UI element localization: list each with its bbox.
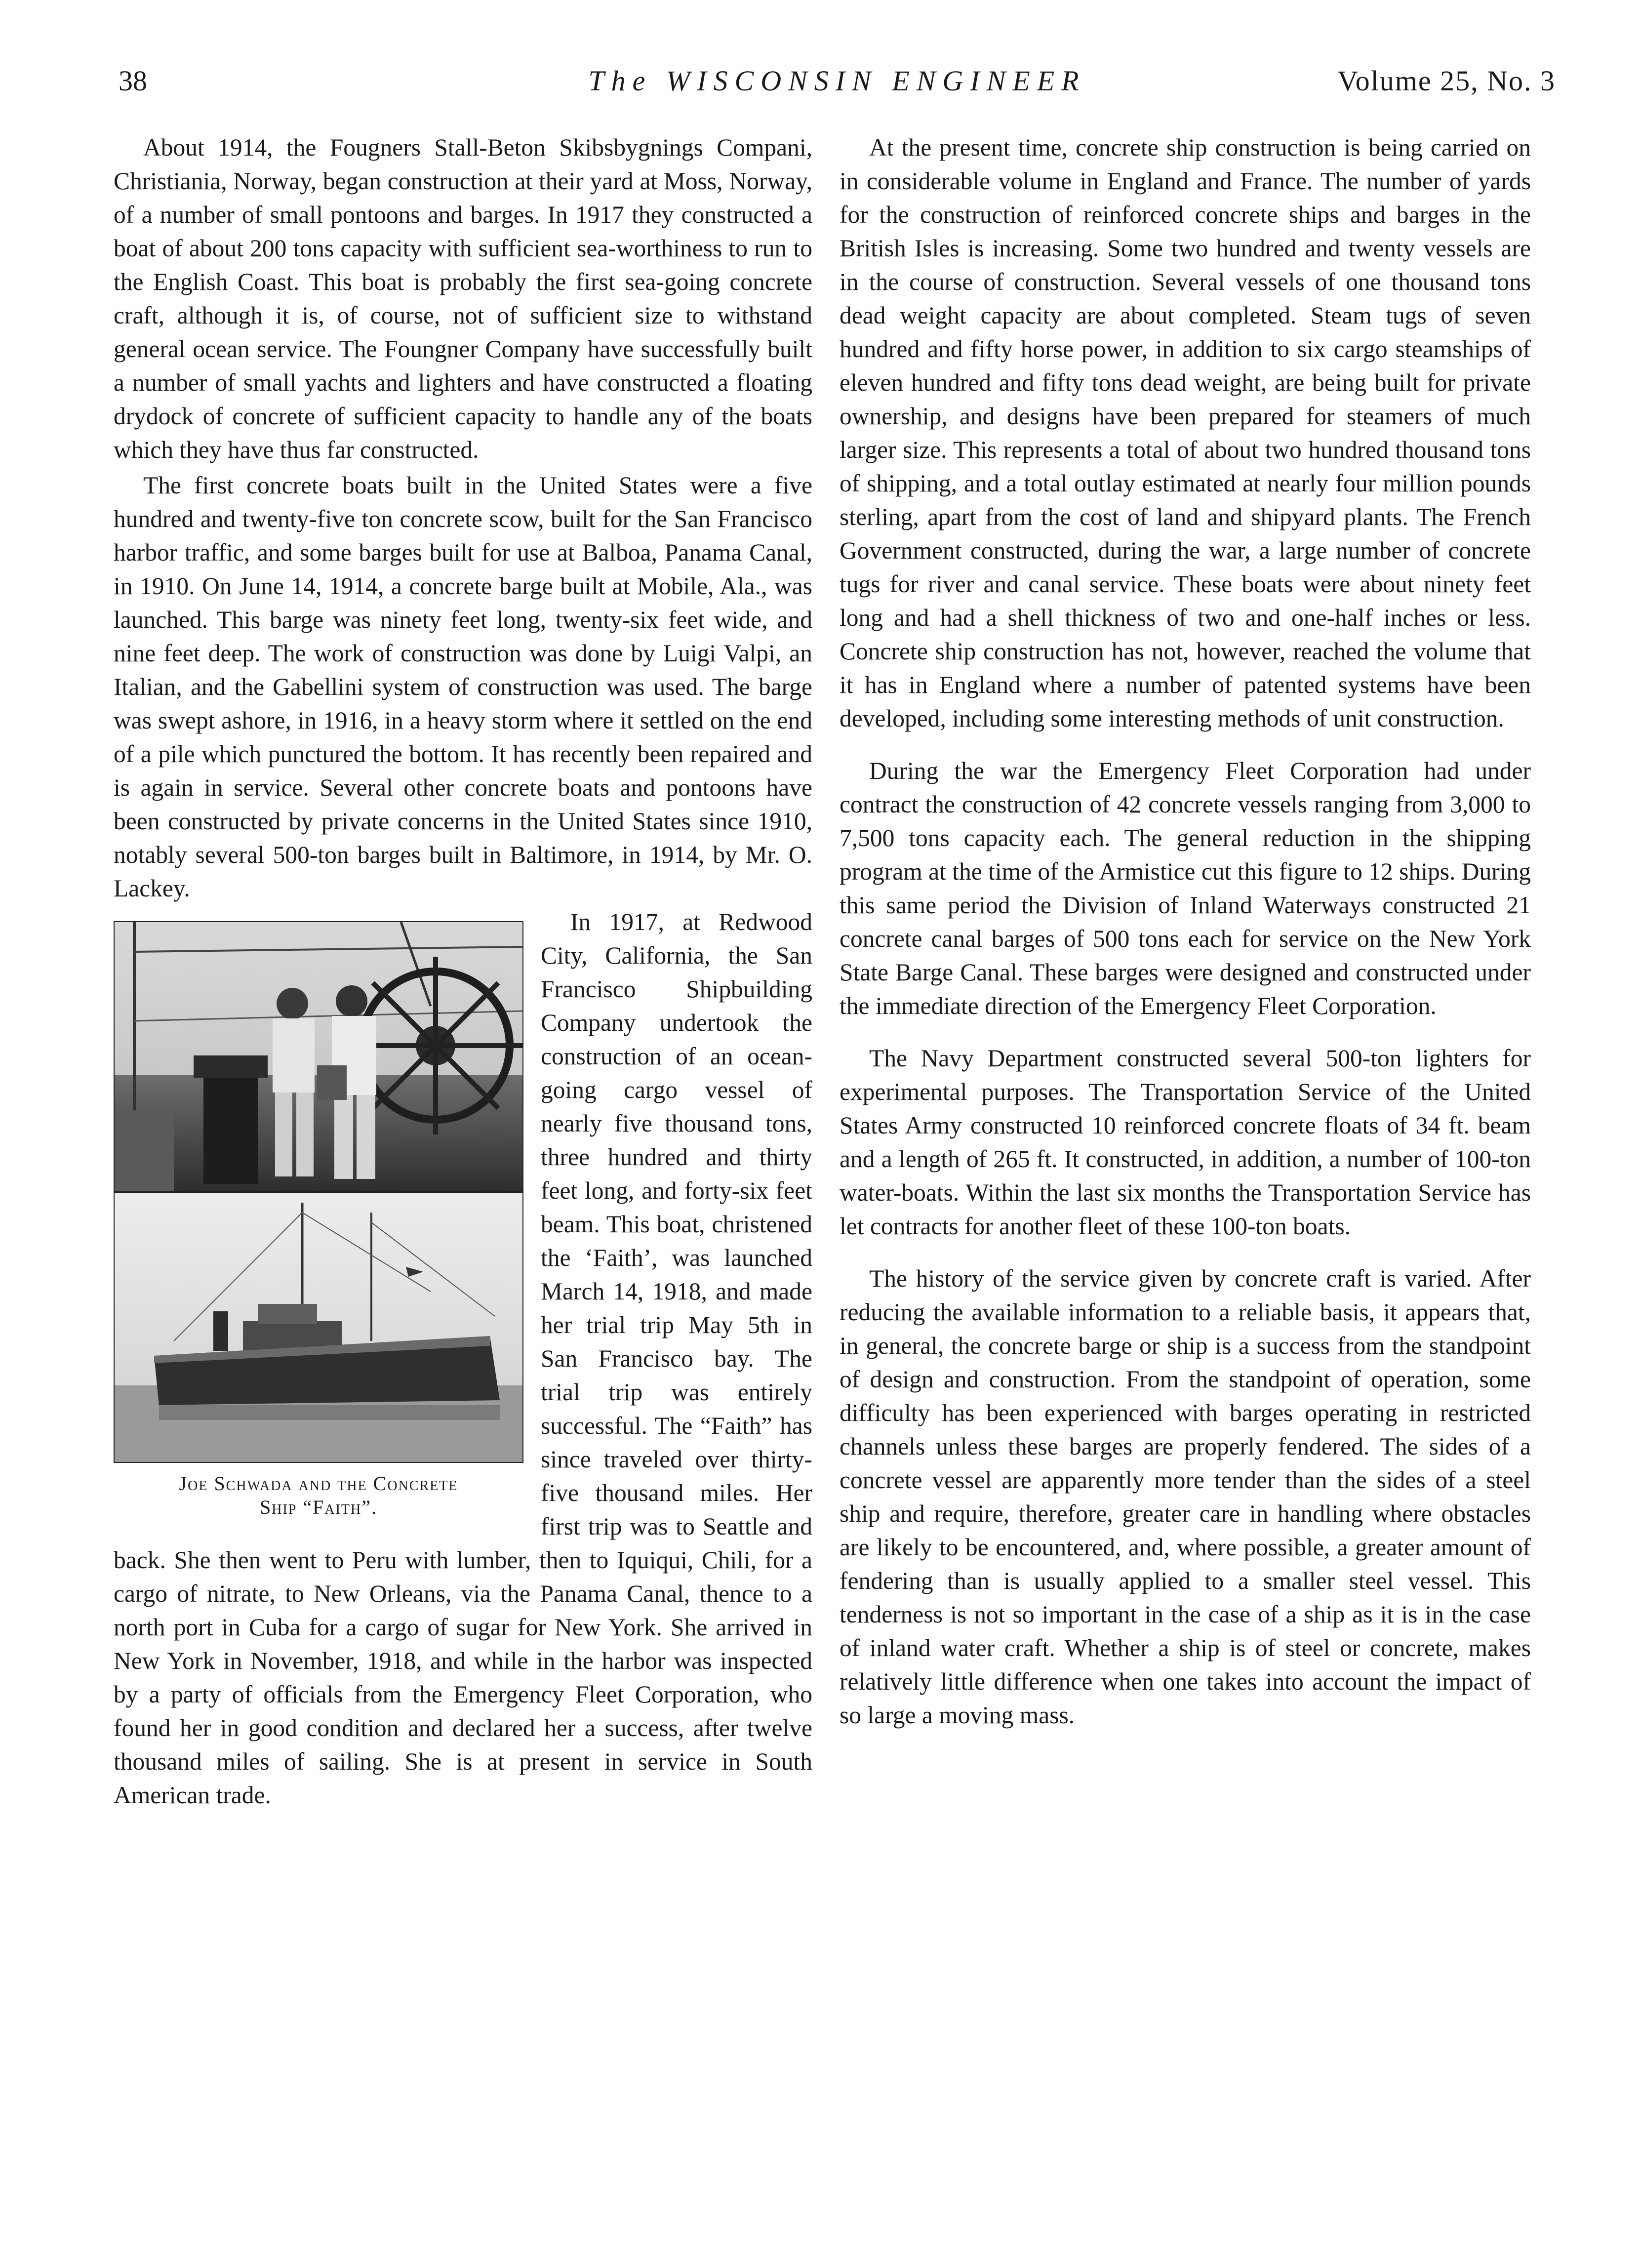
running-header [119, 64, 1556, 109]
paragraph-england-france: At the present time, concrete ship construction is being carried on in considerable volume in England and France. The number of yards for the construction of reinforced concrete ships and barges in the British Isles is increasing. Some two hundred and twenty vessels are in the course of construction. Several vessels of one thousand tons dead weight capacity are about completed. Steam tugs of seven hundred and fifty horse power, in addition to six cargo steamships of eleven hundred and fifty tons dead weight, are being built for private ownership, and designs have been prepared for steamers of much larger size. This represents a total of about two hundred thousand tons of shipping, and a total outlay estimated at nearly four million pounds sterling, apart from the cost of land and shipyard plants. The French Government constructed, during the war, a large number of concrete tugs for river and canal service. These boats were about ninety feet long and had a shell thickness of two and one-half inches or less. Concrete ship construction has not, however, reached the volume that it has in England where a number of patented systems have been developed, including some interesting methods of unit construction. [840, 134, 1531, 732]
paragraph-fougner: About 1914, the Fougners Stall-Beton Skibsbygnings Compani, Christiania, Norway, began construction at their yard at Moss, Norway, of a number of small pontoons and barges. In 1917 they constructed a boat of about 200 tons capacity with sufficient sea-worthiness to run to the English Coast. This boat is probably the first sea-going concrete craft, although it is, of course, not of sufficient size to withstand general ocean service. The Foungner Company have successfully built a number of small yachts and lighters and have constructed a floating drydock of concrete of sufficient capacity to handle any of the boats which they have thus far constructed. [114, 134, 812, 463]
left-column [114, 131, 812, 1812]
paragraph-emergency-fleet: During the war the Emergency Fleet Corporation had under contract the construction of 42 concrete vessels ranging from 3,000 to 7,500 tons capacity each. The general reduction in the shipping program at the time of the Armistice cut this figure to 12 ships. During this same period the Division of Inland Waterways constructed 21 concrete canal barges of 500 tons each for service on the New York State Barge Canal. These barges were designed and constructed under the immediate direction of the Emergency Fleet Corporation. [840, 757, 1531, 1019]
paragraph-navy-army: The Navy Department constructed several 500-ton lighters for experimental purposes. The Transportation Service of the United States Army constructed 10 reinforced concrete floats of 34 ft. beam and a length of 265 ft. It constructed, in addition, a number of 100-ton water-boats. Within the last six months the Transportation Service has let contracts for another fleet of these 100-ton boats. [840, 1045, 1531, 1240]
journal-title: The WISCONSIN ENGINEER [588, 65, 1086, 97]
photo-frame [114, 921, 523, 1463]
photo-concrete-ship-faith [115, 1191, 522, 1462]
paragraph-service-history: The history of the service given by concrete craft is varied. After reducing the available information to a reliable basis, it appears that, in general, the concrete barge or ship is a success from the standpoint of design and construction. From the standpoint of operation, some difficulty has been experienced with barges operating in restricted channels unless these barges are properly fendered. The sides of a concrete vessel are apparently more tender than the sides of a steel ship and require, therefore, greater care in handling where obstacles are likely to be encountered, and, where possible, a greater amount of fendering than is usually applied to a smaller steel vessel. This tenderness is not so important in the case of a ship as it is in the case of inland water craft. Whether a ship is of steel or concrete, makes relatively little difference when one takes into account the impact of so large a moving mass. [840, 1265, 1531, 1729]
paragraph-us-first-boats: The first concrete boats built in the United States were a five hundred and twenty-five ton concrete scow, built for the San Francisco harbor traffic, and some barges built for use at Balboa, Panama Canal, in 1910. On June 14, 1914, a concrete barge built at Mobile, Ala., was launched. This barge was ninety feet long, twenty-six feet wide, and nine feet deep. The work of construction was done by Luigi Valpi, an Italian, and the Gabellini system of construction was used. The barge was swept ashore, in 1916, in a heavy storm where it settled on the end of a pile which punctured the bottom. It has recently been repaired and is again in service. Several other concrete boats and pontoons have been constructed by private concerns in the United States since 1910, notably several 500-ton barges built in Baltimore, in 1914, by Mr. O. Lackey. [114, 472, 812, 902]
caption-line-2: Ship “Faith”. [260, 1496, 377, 1518]
caption-line-1: Joe Schwada and the Concrete [179, 1472, 458, 1495]
page-number: 38 [119, 65, 147, 97]
photo-figure [114, 921, 523, 1519]
right-column [840, 131, 1531, 1732]
volume-issue: Volume 25, No. 3 [1337, 65, 1556, 97]
paragraph-faith: In 1917, at Redwood City, California, the San Francisco Shipbuilding Company undertook the construction of an ocean-going cargo vessel of nearly five thousand tons, three hundred and thirty feet long, and forty-six feet beam. This boat, christened the ‘Faith’, was launched March 14, 1918, and made her trial trip May 5th in San Francisco bay. The trial trip was entirely successful. The “Faith” has since traveled over thirty-five thousand miles. Her first trip was to Seattle and back. She then went to Peru with lumber, then to Iquiqui, Chili, for a cargo of nitrate, to New Orleans, via the Panama Canal, thence to a north port in Cuba for a cargo of sugar for New York. She arrived in New York in November, 1918, and while in the harbor was inspected by a party of officials from the Emergency Fleet Corporation, who found her in good condition and declared her a success, after twelve thousand miles of sailing. She is at present in service in South American trade. [114, 908, 812, 1809]
figure-caption [114, 1472, 523, 1519]
photo-men-at-ship-wheel [115, 922, 522, 1191]
